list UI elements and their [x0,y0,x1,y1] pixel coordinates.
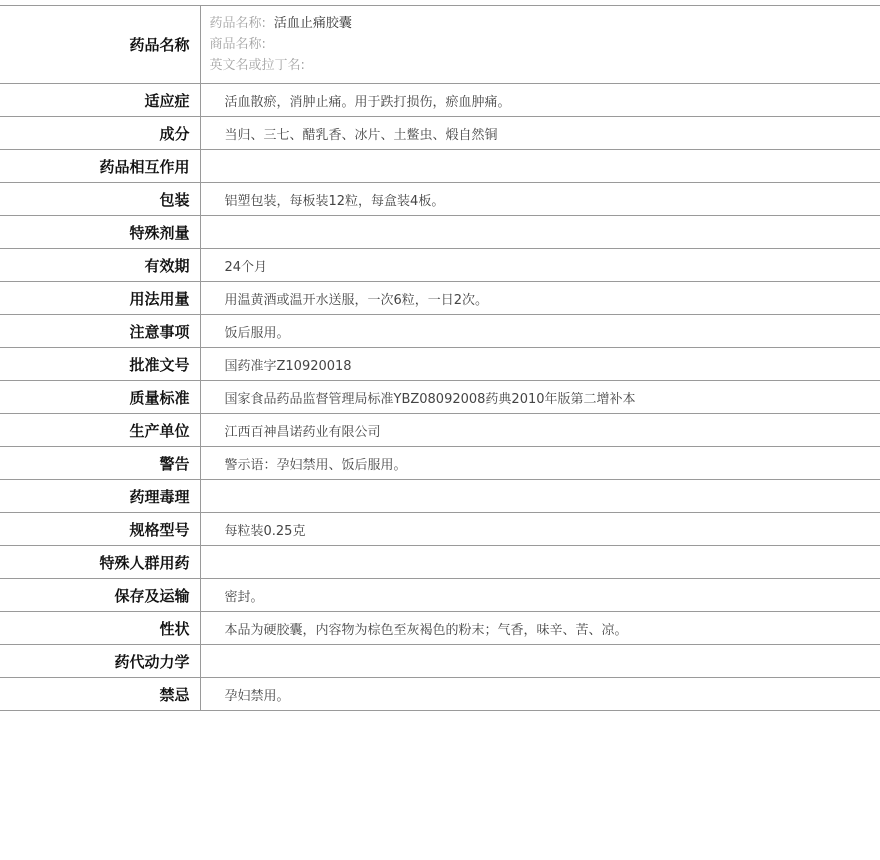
generic-name-value: 活血止痛胶囊 [273,16,352,31]
row-value [200,546,880,579]
row-packaging [0,183,880,216]
row-value [200,480,880,513]
row-value: 24个月 [200,249,880,282]
row-approval-number [0,348,880,381]
row-label: 药理毒理 [0,480,200,513]
row-storage-transport [0,579,880,612]
row-indications [0,84,880,117]
english-name-key: 英文名或拉丁名: [209,58,305,73]
row-value [200,150,880,183]
row-label: 适应症 [0,84,200,117]
row-drug-interactions [0,150,880,183]
row-label: 保存及运输 [0,579,200,612]
row-label: 特殊人群用药 [0,546,200,579]
row-value [200,216,880,249]
row-label: 质量标准 [0,381,200,414]
trade-name-line [210,34,880,55]
generic-name-line [210,13,880,34]
generic-name-key: 药品名称: [209,16,266,31]
row-value: 孕妇禁用。 [200,678,880,711]
row-label: 生产单位 [0,414,200,447]
drug-info-table [0,5,880,711]
row-description [0,612,880,645]
row-label: 药品相互作用 [0,150,200,183]
row-label: 有效期 [0,249,200,282]
row-value: 当归、三七、醋乳香、冰片、土鳖虫、煅自然铜 [200,117,880,150]
row-value: 铝塑包装，每板装12粒，每盒装4板。 [200,183,880,216]
drug-name-cell [200,6,880,84]
row-pharmacology-toxicology [0,480,880,513]
row-manufacturer [0,414,880,447]
row-value: 密封。 [200,579,880,612]
row-label: 药品名称 [0,6,200,84]
row-specification [0,513,880,546]
row-value: 每粒装0.25克 [200,513,880,546]
drug-info-body [0,6,880,711]
row-label: 批准文号 [0,348,200,381]
name-block [201,13,880,76]
row-label: 药代动力学 [0,645,200,678]
row-contraindications [0,678,880,711]
row-value: 警示语：孕妇禁用、饭后服用。 [200,447,880,480]
row-label: 成分 [0,117,200,150]
row-value: 用温黄酒或温开水送服，一次6粒，一日2次。 [200,282,880,315]
row-value: 活血散瘀，消肿止痛。用于跌打损伤，瘀血肿痛。 [200,84,880,117]
row-value: 江西百神昌诺药业有限公司 [200,414,880,447]
row-label: 用法用量 [0,282,200,315]
row-precautions [0,315,880,348]
row-value: 国家食品药品监督管理局标准YBZ08092008药典2010年版第二增补本 [200,381,880,414]
row-label: 警告 [0,447,200,480]
row-label: 注意事项 [0,315,200,348]
row-special-dosage [0,216,880,249]
row-special-populations [0,546,880,579]
english-name-line [210,55,880,76]
row-label: 包装 [0,183,200,216]
row-value [200,645,880,678]
row-label: 特殊剂量 [0,216,200,249]
row-quality-standard [0,381,880,414]
row-warning [0,447,880,480]
row-label: 规格型号 [0,513,200,546]
row-ingredients [0,117,880,150]
trade-name-key: 商品名称: [209,37,266,52]
row-label: 性状 [0,612,200,645]
row-drug-name [0,6,880,84]
row-value: 本品为硬胶囊，内容物为棕色至灰褐色的粉末；气香，味辛、苦、凉。 [200,612,880,645]
row-pharmacokinetics [0,645,880,678]
row-shelf-life [0,249,880,282]
row-usage-dosage [0,282,880,315]
row-label: 禁忌 [0,678,200,711]
row-value: 国药准字Z10920018 [200,348,880,381]
row-value: 饭后服用。 [200,315,880,348]
